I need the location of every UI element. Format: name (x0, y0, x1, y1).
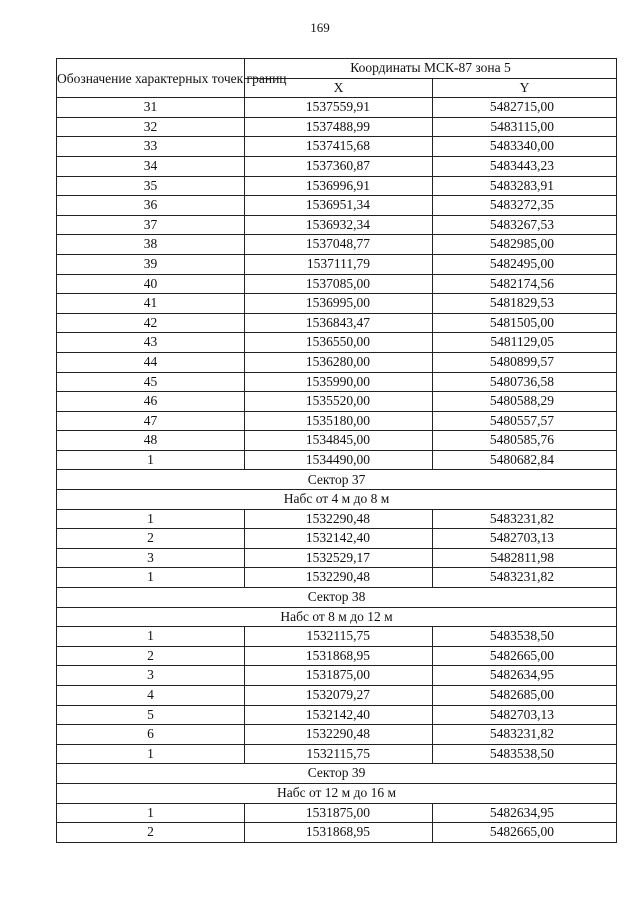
y-coordinate: 5482811,98 (433, 548, 617, 568)
table-row (57, 568, 617, 588)
y-coordinate: 5480899,57 (433, 352, 617, 372)
y-coordinate: 5480682,84 (433, 450, 617, 470)
point-number: 38 (57, 235, 245, 255)
y-coordinate: 5481129,05 (433, 333, 617, 353)
point-number: 43 (57, 333, 245, 353)
point-number: 40 (57, 274, 245, 294)
y-coordinate: 5483538,50 (433, 627, 617, 647)
x-coordinate: 1531868,95 (245, 646, 433, 666)
point-number: 1 (57, 450, 245, 470)
point-number: 2 (57, 646, 245, 666)
y-coordinate: 5483115,00 (433, 117, 617, 137)
point-number: 42 (57, 313, 245, 333)
table-row (57, 705, 617, 725)
y-coordinate: 5482703,13 (433, 705, 617, 725)
x-coordinate: 1532115,75 (245, 627, 433, 647)
point-number: 33 (57, 137, 245, 157)
header-boundary-points: Обозначение характерных точек границ (57, 59, 245, 98)
table-row (57, 235, 617, 255)
table-row (57, 627, 617, 647)
table-row (57, 646, 617, 666)
x-coordinate: 1536995,00 (245, 294, 433, 314)
table-row (57, 352, 617, 372)
page-number: 169 (310, 20, 330, 35)
table-row (57, 333, 617, 353)
y-coordinate: 5481829,53 (433, 294, 617, 314)
x-coordinate: 1534845,00 (245, 431, 433, 451)
point-number: 36 (57, 196, 245, 216)
section-label: Сектор 38 (57, 588, 617, 608)
table-row (57, 98, 617, 118)
table-row (57, 725, 617, 745)
coordinates-table (56, 58, 617, 843)
table-body (57, 98, 617, 843)
point-number: 2 (57, 823, 245, 843)
table-row (57, 823, 617, 843)
table-header (57, 59, 617, 98)
point-number: 1 (57, 509, 245, 529)
point-number: 4 (57, 686, 245, 706)
point-number: 48 (57, 431, 245, 451)
x-coordinate: 1535180,00 (245, 411, 433, 431)
section-label: Набс от 4 м до 8 м (57, 490, 617, 510)
header-y: Y (433, 78, 617, 98)
table-row (57, 274, 617, 294)
y-coordinate: 5482495,00 (433, 254, 617, 274)
table-row (57, 686, 617, 706)
x-coordinate: 1532079,27 (245, 686, 433, 706)
table-row (57, 254, 617, 274)
x-coordinate: 1532529,17 (245, 548, 433, 568)
table-row (57, 666, 617, 686)
point-number: 1 (57, 744, 245, 764)
point-number: 32 (57, 117, 245, 137)
point-number: 5 (57, 705, 245, 725)
table-row (57, 117, 617, 137)
y-coordinate: 5482634,95 (433, 803, 617, 823)
y-coordinate: 5482715,00 (433, 98, 617, 118)
point-number: 1 (57, 803, 245, 823)
table-row (57, 392, 617, 412)
y-coordinate: 5482703,13 (433, 529, 617, 549)
x-coordinate: 1534490,00 (245, 450, 433, 470)
x-coordinate: 1536550,00 (245, 333, 433, 353)
x-coordinate: 1537415,68 (245, 137, 433, 157)
y-coordinate: 5483538,50 (433, 744, 617, 764)
point-number: 46 (57, 392, 245, 412)
y-coordinate: 5480588,29 (433, 392, 617, 412)
x-coordinate: 1537559,91 (245, 98, 433, 118)
x-coordinate: 1536280,00 (245, 352, 433, 372)
point-number: 3 (57, 666, 245, 686)
x-coordinate: 1537111,79 (245, 254, 433, 274)
table-row (57, 450, 617, 470)
x-coordinate: 1531875,00 (245, 803, 433, 823)
point-number: 44 (57, 352, 245, 372)
x-coordinate: 1532290,48 (245, 725, 433, 745)
section-label: Набс от 8 м до 12 м (57, 607, 617, 627)
table-row (57, 294, 617, 314)
x-coordinate: 1531868,95 (245, 823, 433, 843)
x-coordinate: 1536932,34 (245, 215, 433, 235)
table-row (57, 137, 617, 157)
point-number: 31 (57, 98, 245, 118)
x-coordinate: 1537488,99 (245, 117, 433, 137)
y-coordinate: 5482174,56 (433, 274, 617, 294)
y-coordinate: 5480557,57 (433, 411, 617, 431)
y-coordinate: 5480736,58 (433, 372, 617, 392)
point-number: 1 (57, 627, 245, 647)
y-coordinate: 5483283,91 (433, 176, 617, 196)
y-coordinate: 5483231,82 (433, 725, 617, 745)
point-number: 45 (57, 372, 245, 392)
x-coordinate: 1536951,34 (245, 196, 433, 216)
header-coordinates: Координаты МСК-87 зона 5 (245, 59, 617, 79)
section-label: Сектор 37 (57, 470, 617, 490)
y-coordinate: 5483231,82 (433, 509, 617, 529)
section-label: Сектор 39 (57, 764, 617, 784)
point-number: 47 (57, 411, 245, 431)
y-coordinate: 5482985,00 (433, 235, 617, 255)
y-coordinate: 5483272,35 (433, 196, 617, 216)
x-coordinate: 1537360,87 (245, 156, 433, 176)
y-coordinate: 5480585,76 (433, 431, 617, 451)
y-coordinate: 5482665,00 (433, 823, 617, 843)
y-coordinate: 5483231,82 (433, 568, 617, 588)
y-coordinate: 5482665,00 (433, 646, 617, 666)
section-row (57, 607, 617, 627)
x-coordinate: 1532290,48 (245, 568, 433, 588)
table-row (57, 529, 617, 549)
point-number: 2 (57, 529, 245, 549)
section-row (57, 588, 617, 608)
section-row (57, 783, 617, 803)
y-coordinate: 5483267,53 (433, 215, 617, 235)
point-number: 35 (57, 176, 245, 196)
section-row (57, 764, 617, 784)
y-coordinate: 5483340,00 (433, 137, 617, 157)
x-coordinate: 1532290,48 (245, 509, 433, 529)
table-row (57, 215, 617, 235)
section-row (57, 470, 617, 490)
table-row (57, 372, 617, 392)
x-coordinate: 1536843,47 (245, 313, 433, 333)
point-number: 34 (57, 156, 245, 176)
y-coordinate: 5482685,00 (433, 686, 617, 706)
x-coordinate: 1537048,77 (245, 235, 433, 255)
table-row (57, 156, 617, 176)
table-row (57, 744, 617, 764)
section-row (57, 490, 617, 510)
x-coordinate: 1537085,00 (245, 274, 433, 294)
y-coordinate: 5481505,00 (433, 313, 617, 333)
point-number: 1 (57, 568, 245, 588)
x-coordinate: 1535990,00 (245, 372, 433, 392)
point-number: 6 (57, 725, 245, 745)
y-coordinate: 5482634,95 (433, 666, 617, 686)
table-row (57, 548, 617, 568)
header-x: X (245, 78, 433, 98)
y-coordinate: 5483443,23 (433, 156, 617, 176)
x-coordinate: 1532115,75 (245, 744, 433, 764)
x-coordinate: 1531875,00 (245, 666, 433, 686)
table-row (57, 196, 617, 216)
point-number: 37 (57, 215, 245, 235)
point-number: 3 (57, 548, 245, 568)
table-row (57, 176, 617, 196)
section-label: Набс от 12 м до 16 м (57, 783, 617, 803)
table-row (57, 411, 617, 431)
x-coordinate: 1532142,40 (245, 705, 433, 725)
table-row (57, 431, 617, 451)
point-number: 41 (57, 294, 245, 314)
table-row (57, 803, 617, 823)
x-coordinate: 1532142,40 (245, 529, 433, 549)
table-row (57, 509, 617, 529)
x-coordinate: 1535520,00 (245, 392, 433, 412)
point-number: 39 (57, 254, 245, 274)
table-row (57, 313, 617, 333)
x-coordinate: 1536996,91 (245, 176, 433, 196)
